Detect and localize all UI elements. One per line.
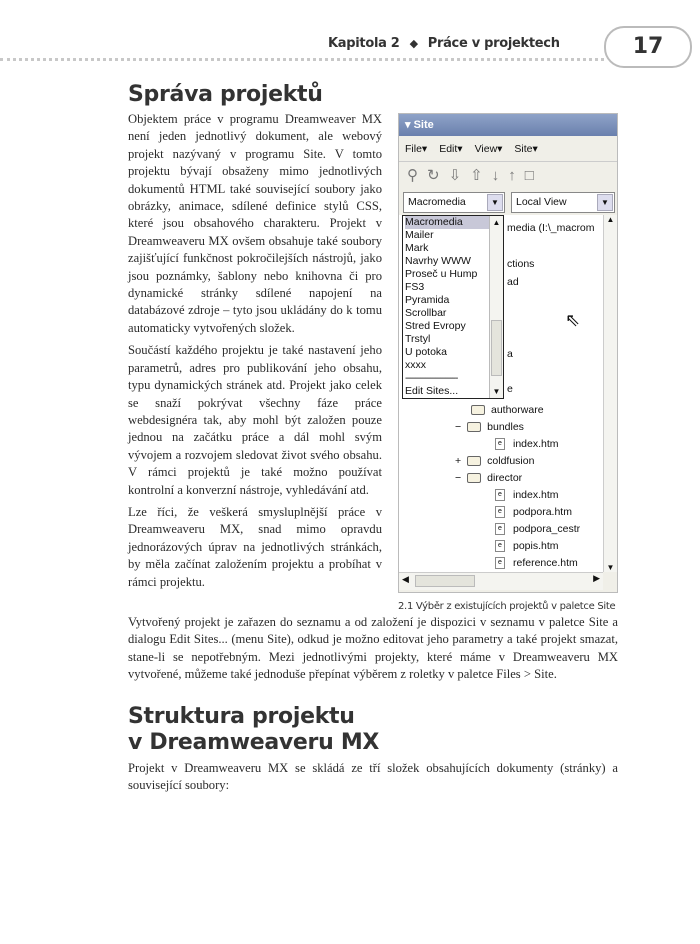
tree-file[interactable] <box>495 488 559 502</box>
site-option[interactable]: U potoka <box>405 346 448 358</box>
tree-folder[interactable] <box>455 420 524 434</box>
view-select[interactable] <box>511 192 615 213</box>
site-option[interactable]: Proseč u Hump <box>405 268 478 280</box>
site-option[interactable]: Pyramida <box>405 294 450 306</box>
title-line: Struktura projektu <box>128 703 355 729</box>
menu-file[interactable]: File▾ <box>405 143 428 155</box>
get-icon[interactable]: ⇩ <box>448 167 471 184</box>
paragraph: Lze říci, že veškerá smysluplnější práce v Dreamweaveru MX, snad mimo opravdu jednorázových úprav na jednotlivých stránkách, by měla začínat založením projektu a probíhat v rámci projektu. <box>128 504 382 589</box>
edit-sites-option[interactable]: Edit Sites... <box>405 385 459 397</box>
expand-icon[interactable]: + <box>455 455 462 467</box>
chapter-title: Práce v projektech <box>427 36 560 51</box>
dropdown-scrollbar[interactable] <box>489 216 503 398</box>
paragraph: Objektem práce v programu Dreamweaver MX není jeden jednotlivý dokument, ale webový projekt nazývaný v programu Site. V tomto projektu bývají obsaženy mimo jednotlivých dokumentů HTML také související soubory jako obrázky, animace, sdílené definice stylů CSS, které jsou obsahového charakteru. Projekt v Dreamweaveru MX ovšem obsahuje také soubory zajišťující funkčnost pokročilejších nástrojů, jako jsou poznámky, šablony nebo knihovna či pro dynamické stránky sdílené napojení na databázové zdroje – tyto jsou ukládány do k tomu automaticky vytvořených složek. <box>128 112 382 335</box>
html-file-icon: e <box>495 489 505 501</box>
mouse-cursor-icon: ⇖ <box>565 310 581 330</box>
chevron-down-icon[interactable]: ▼ <box>487 194 503 211</box>
panel-toolbar <box>399 164 618 190</box>
tree-folder[interactable] <box>455 454 534 468</box>
paragraph: Vytvořený projekt je zařazen do seznamu a od založení je dispozici v seznamu v paletce Site a dialogu Edit Sites... (menu Site), odkud je možno editovat jeho parametry a také projekt smazat, stane-li se nepotřebným. Mezi jednotlivými projekty, které máme v Dreamweaveru MX vytvořené, můžeme také jednoduše přepínat výběrem z roletky v paletce Files > Site. <box>128 615 618 682</box>
scroll-right-icon[interactable]: ▶ <box>593 573 600 583</box>
folder-icon <box>467 473 481 483</box>
section-title <box>128 704 618 756</box>
menu-site[interactable]: Site▾ <box>514 143 538 155</box>
tree-folder[interactable] <box>471 403 544 417</box>
connect-icon[interactable]: ⚲ <box>407 167 427 184</box>
tree-label: index.htm <box>513 438 559 450</box>
site-option[interactable]: Mailer <box>405 229 434 241</box>
tree-item[interactable]: ad <box>507 276 519 288</box>
tree-label: index.htm <box>513 489 559 501</box>
tree-folder[interactable] <box>455 471 522 485</box>
tree-label: bundles <box>487 421 524 433</box>
chapter-label: Kapitola 2 <box>328 36 400 51</box>
site-option[interactable]: xxxx <box>405 359 426 371</box>
tree-item[interactable]: e <box>507 383 513 395</box>
tree-item[interactable]: a <box>507 348 513 360</box>
menu-edit[interactable]: Edit▾ <box>439 143 463 155</box>
site-option[interactable]: Scrollbar <box>405 307 447 319</box>
collapse-icon[interactable]: − <box>455 421 462 433</box>
tree-file[interactable] <box>495 539 559 553</box>
text-column <box>128 82 382 596</box>
scroll-left-icon[interactable]: ◀ <box>402 574 409 584</box>
panel-title-bar[interactable]: ▾ Site <box>399 114 618 136</box>
site-option[interactable]: FS3 <box>405 281 425 293</box>
scroll-up-icon[interactable]: ▲ <box>492 218 501 227</box>
page-number: 17 <box>604 26 692 68</box>
tree-item[interactable]: ctions <box>507 258 535 270</box>
chevron-down-icon[interactable]: ▼ <box>597 194 613 211</box>
tree-file[interactable] <box>495 505 572 519</box>
figure-column <box>398 82 620 612</box>
put-icon[interactable]: ⇧ <box>470 167 492 184</box>
html-file-icon: e <box>495 540 505 552</box>
tree-label: popis.htm <box>513 540 559 552</box>
diamond-icon: ◆ <box>409 37 418 50</box>
tree-label: podpora.htm <box>513 506 572 518</box>
tree-label: podpora_cestr <box>513 523 581 535</box>
site-option[interactable]: Stred Evropy <box>405 320 466 332</box>
scroll-down-icon[interactable]: ▼ <box>492 387 501 396</box>
site-option[interactable]: Navrhy WWW <box>405 255 471 267</box>
check-in-icon[interactable]: ↑ <box>508 167 525 184</box>
vertical-scrollbar[interactable] <box>603 215 617 572</box>
title-line: v Dreamweaveru MX <box>128 729 380 755</box>
tree-file[interactable] <box>495 556 578 570</box>
folder-icon <box>471 405 485 415</box>
refresh-icon[interactable]: ↻ <box>427 167 449 184</box>
folder-icon <box>467 456 481 466</box>
section-title: Správa projektů <box>128 82 323 107</box>
page-content <box>128 82 618 799</box>
html-file-icon: e <box>495 438 505 450</box>
html-file-icon: e <box>495 557 505 569</box>
paragraph: Projekt v Dreamweaveru MX se skládá ze tří složek obsahujících dokumenty (stránky) a související soubory: <box>128 760 618 793</box>
view-select-value: Local View <box>516 196 567 208</box>
tree-file[interactable] <box>495 437 559 451</box>
scroll-up-icon[interactable]: ▲ <box>606 215 615 224</box>
menu-view[interactable]: View▾ <box>474 143 503 155</box>
dotted-rule <box>0 58 604 61</box>
tree-file[interactable] <box>495 522 580 536</box>
site-option[interactable]: Mark <box>405 242 429 254</box>
tree-root[interactable]: media (I:\_macrom <box>507 222 595 234</box>
tree-label: reference.htm <box>513 557 578 569</box>
scroll-thumb[interactable] <box>491 320 502 376</box>
collapse-icon[interactable]: − <box>455 472 462 484</box>
tree-label: authorware <box>491 404 544 416</box>
tree-label: coldfusion <box>487 455 535 467</box>
expand-icon[interactable]: □ <box>524 167 543 184</box>
site-select-value: Macromedia <box>408 196 466 208</box>
running-header <box>328 36 560 51</box>
site-panel-screenshot <box>398 113 618 593</box>
check-out-icon[interactable]: ↓ <box>491 167 509 184</box>
tree-label: director <box>487 472 523 484</box>
html-file-icon: e <box>495 523 505 535</box>
site-option[interactable]: Trstyl <box>405 333 431 345</box>
scroll-down-icon[interactable]: ▼ <box>606 563 615 572</box>
html-file-icon: e <box>495 506 505 518</box>
folder-icon <box>467 422 481 432</box>
figure-caption: 2.1 Výběr z existujících projektů v paletce Site <box>398 601 616 612</box>
horizontal-scrollbar[interactable] <box>399 572 603 590</box>
site-dropdown-list <box>402 215 504 399</box>
panel-menu-bar <box>399 138 618 162</box>
list-separator: --------------------- <box>405 372 458 384</box>
paragraph: Součástí každého projektu je také nastavení jeho parametrů, adres pro publikování jeho obsahu, typu dynamických stránek atd. Projekt jako celek se snaží pokrývat všechny fáze práce webdesignéra tak, aby mohl být založen pouze jednou na začátku práce a dál mohl svým vývojem a rozvojem sledovat život svého obsahu. V rámci projektů je také možno používat kontrolní a konverzní nástroje, vyhledávání atd. <box>128 343 382 497</box>
section1-row <box>128 82 618 612</box>
site-option[interactable]: Macromedia <box>405 216 489 229</box>
scroll-thumb[interactable] <box>415 575 475 587</box>
site-select[interactable] <box>403 192 505 213</box>
